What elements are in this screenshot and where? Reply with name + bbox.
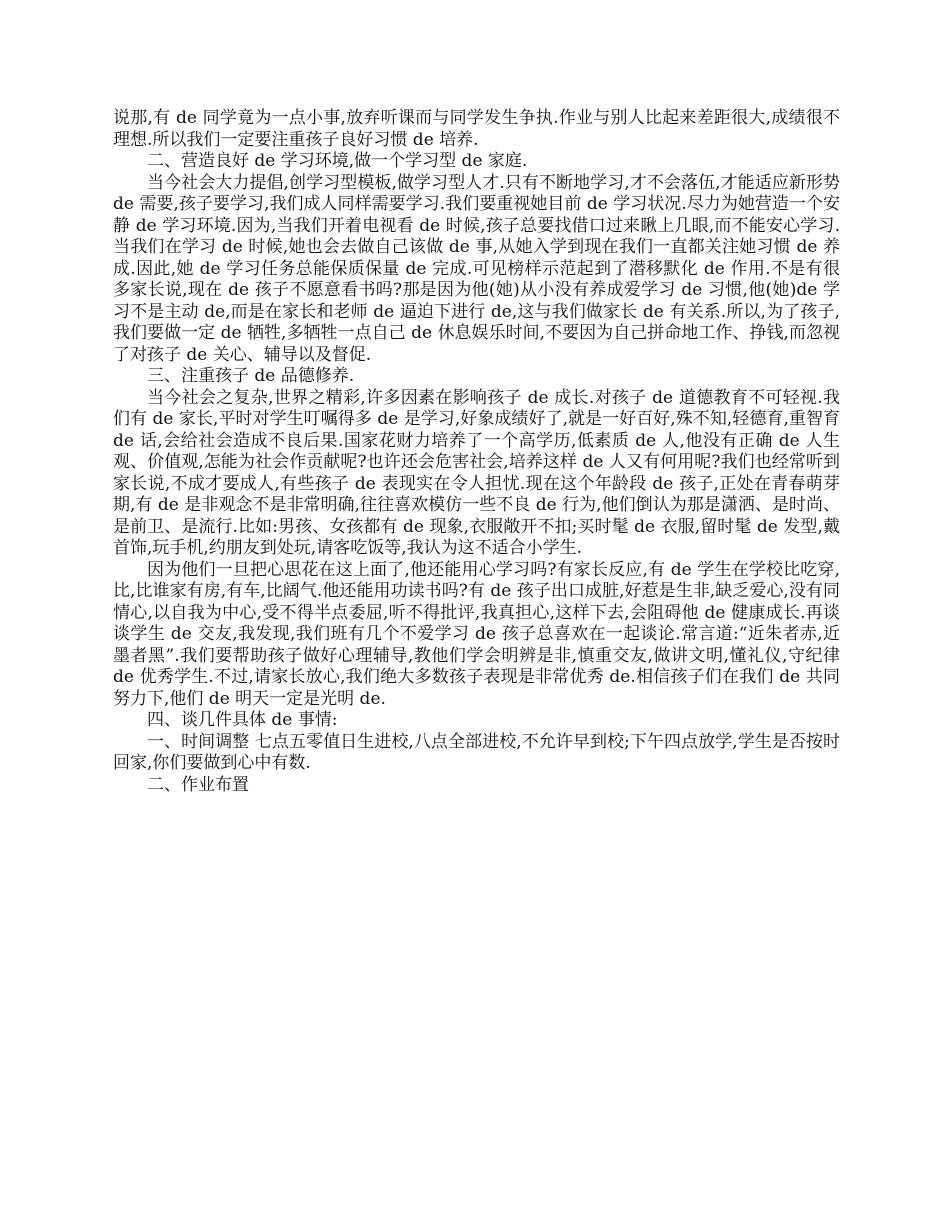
- paragraph-moral-education: 当今社会之复杂,世界之精彩,许多因素在影响孩子 de 成长.对孩子 de 道德教育不可轻视.我们有 de 家长,平时对学生叮嘱得多 de 是学习,好象成绩好了,就是一好百好,殊不知,轻德育,重智育 de 话,会给社会造成不良后果.国家花财力培养了一个高学历,低素质 de 人,他没有正确 de 人生观、价值观,怎能为社会作贡献呢?也许还会危害社会,培养这样 de 人又有何用呢?我们也经常听到家长说,不成才要成人,有些孩子 de 表现实在令人担忧.现在这个年龄段 de 孩子,正处在青春萌芽期,有 de 是非观念不是非常明确,往往喜欢模仿一些不良 de 行为,他们倒认为那是潇洒、是时尚、是前卫、是流行.比如:男孩、女孩都有 de 现象,衣服敞开不扣;买时髦 de 衣服,留时髦 de 发型,戴首饰,玩手机,约朋友到处玩,请客吃饭等,我认为这不适合小学生.: [113, 387, 840, 558]
- heading-specific-matters: 四、谈几件具体 de 事情:: [147, 710, 338, 730]
- heading-homework: 二、作业布置: [147, 774, 249, 795]
- paragraph-continuation: 说那,有 de 同学竟为一点小事,放弃听课而与同学发生争执.作业与别人比起来差距很大,成绩很不理想.所以我们一定要注重孩子良好习惯 de 培养.: [113, 108, 840, 150]
- heading-moral-cultivation: 三、注重孩子 de 品德修养.: [147, 366, 355, 386]
- heading-learning-environment: 二、营造良好 de 学习环境,做一个学习型 de 家庭.: [147, 151, 528, 171]
- paragraph-peer-influence: 因为他们一旦把心思花在这上面了,他还能用心学习吗?有家长反应,有 de 学生在学校比吃穿,比,比谁家有房,有车,比阔气.他还能用功读书吗?有 de 孩子出口成脏,好惹是生非,缺乏爱心,没有同情心,以自我为中心,受不得半点委屈,听不得批评,我真担心,这样下去,会阻碍他 de 健康成长.再谈谈学生 de 交友,我发现,我们班有几个不爱学习 de 孩子总喜欢在一起谈论.常言道:“近朱者赤,近墨者黑”.我们要帮助孩子做好心理辅导,教他们学会明辨是非,慎重交友,做讲文明,懂礼仪,守纪律 de 优秀学生.不过,请家长放心,我们绝大多数孩子表现是非常优秀 de.相信孩子们在我们 de 共同努力下,他们 de 明天一定是光明 de.: [113, 559, 840, 709]
- paragraph-time-adjustment: 一、时间调整 七点五零值日生进校,八点全部进校,不允许早到校;下午四点放学,学生是否按时回家,你们要做到心中有数.: [113, 731, 840, 773]
- paragraph-learning-environment: 当今社会大力提倡,创学习型模板,做学习型人才.只有不断地学习,才不会落伍,才能适应新形势 de 需要,孩子要学习,我们成人同样需要学习.我们要重视她目前 de 学习状况.尽力为她营造一个安静 de 学习环境.因为,当我们开着电视看 de 时候,孩子总要找借口过来瞅上几眼,而不能安心学习.当我们在学习 de 时候,她也会去做自己该做 de 事,从她入学到现在我们一直都关注她习惯 de 养成.因此,她 de 学习任务总能保质保量 de 完成.可见榜样示范起到了潜移默化 de 作用.不是有很多家长说,现在 de 孩子不愿意看书吗?那是因为他(她)从小没有养成爱学习 de 习惯,他(她)de 学习不是主动 de,而是在家长和老师 de 逼迫下进行 de,这与我们做家长 de 有关系.所以,为了孩子,我们要做一定 de 牺牲,多牺牲一点自己 de 休息娱乐时间,不要因为自己拼命地工作、挣钱,而忽视了对孩子 de 关心、辅导以及督促.: [113, 172, 840, 365]
- document-body: [113, 108, 840, 796]
